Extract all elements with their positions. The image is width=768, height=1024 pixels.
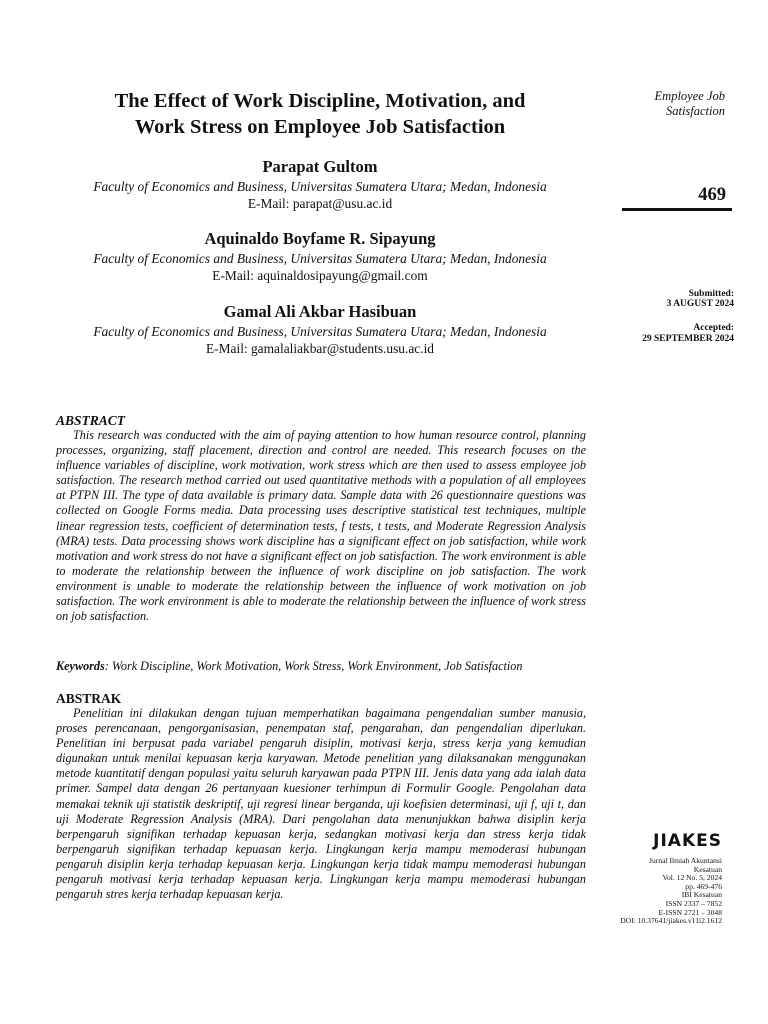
abstrak-heading: ABSTRAK bbox=[56, 691, 122, 706]
paper-title bbox=[60, 88, 580, 140]
keywords-line bbox=[56, 659, 586, 674]
author-affiliation: Faculty of Economics and Business, Universitas Sumatera Utara; Medan, Indonesia bbox=[93, 324, 547, 339]
abstract-english bbox=[56, 413, 586, 624]
journal-doi: DOI: 10.37641/jiakes.v11i2.1612 bbox=[620, 916, 722, 926]
paper-title-line-1: The Effect of Work Discipline, Motivation, and bbox=[114, 90, 526, 112]
paper-title-line-2: Work Stress on Employee Job Satisfaction bbox=[134, 116, 506, 138]
author-email: E-Mail: gamalaliakbar@students.usu.ac.id bbox=[205, 341, 434, 356]
abstrak-text: Penelitian ini dilakukan dengan tujuan memperhatikan bagaimana pengendalian sumber manusia, proses perencanaan, pengorganisasian, penempatan staf, pengarahan, dan pengendalian diperlukan. Penelitian ini berpusat pada variabel pengaruh disiplin, motivasi kerja, stress kerja yang kemudian digunakan untuk menilai kepuasan kerja karyawan. Metode penelitian yang dilaksanakan menggunakan metode kuantitatif dengan populasi yaitu seluruh karyawan pada PTPN III. Jenis data yang ada ialah data primer. Sampel data dengan 26 pertanyaan kuesioner terhimpun di Formulir Google. Pengolahan data memakai teknik uji statistik deskriptif, uji regresi linear berganda, uji koefisien determinasi, uji f, uji t, dan uji Moderate Regression Analysis (MRA). Dari pengolahan data menunjukkan bahwa disiplin kerja berpengaruh signifikan terhadap kepuasan kerja, sedangkan motivasi kerja dan stress kerja tidak berpengaruh signifikan terhadap kepuasan kerja. Lingkungan kerja mampu memoderasi hubungan pengaruh disiplin kerja terhadap kepuasan kerja. Lingkungan kerja tidak mampu memoderasi hubungan pengaruh motivasi kerja terhadap kepuasan kerja. Lingkungan kerja mampu memoderasi hubungan pengaruh stres kerja terhadap kepuasan kerja. bbox=[56, 706, 586, 902]
journal-issn: ISSN 2337 – 7852 bbox=[665, 898, 722, 908]
accepted-date: 29 SEPTEMBER 2024 bbox=[642, 334, 734, 344]
abstract-heading: ABSTRACT bbox=[56, 413, 126, 428]
author-block-2 bbox=[60, 229, 580, 284]
submitted-label: Submitted: bbox=[688, 289, 734, 299]
journal-meta bbox=[580, 857, 722, 926]
author-block-1 bbox=[60, 157, 580, 212]
author-affiliation: Faculty of Economics and Business, Universitas Sumatera Utara; Medan, Indonesia bbox=[93, 179, 547, 194]
submitted-date: 3 AUGUST 2024 bbox=[666, 299, 734, 309]
abstract-indonesian bbox=[56, 691, 586, 902]
abstract-text: This research was conducted with the aim of paying attention to how human resource control, planning processes, organizing, staff placement, direction and control are needed. This research focuses on the influence variables of discipline, work motivation, work stress which are then used to assess employee job satisfaction. The research method carried out used quantitative methods with a population of all employees at PTPN III. The type of data available is primary data. Sample data with 26 questionnaire questions was collected on Google Forms media. Data processing uses descriptive statistical test techniques, multiple linear regression tests, coefficient of determination tests, f tests, t tests, and Moderate Regression Analysis (MRA) tests. Data processing shows work discipline has a significant effect on job satisfaction, while work motivation and work stress do not have a significant effect on job satisfaction. The work environment is able to moderate the relationship between the influence of work discipline on job satisfaction. The work environment is unable to moderate the relationship between the influence of work motivation on job satisfaction. The work environment is able to moderate the relationship between the influence of work stress on job satisfaction. bbox=[56, 428, 586, 624]
journal-pages: pp. 469-476 bbox=[685, 881, 722, 891]
running-title bbox=[620, 89, 725, 119]
author-name: Parapat Gultom bbox=[262, 157, 378, 176]
accepted-label: Accepted: bbox=[693, 323, 734, 333]
journal-name-line-1: Jurnal Ilmiah Akuntansi bbox=[649, 856, 722, 865]
journal-volume: Vol. 12 No. 5, 2024 bbox=[662, 873, 722, 883]
author-affiliation: Faculty of Economics and Business, Universitas Sumatera Utara; Medan, Indonesia bbox=[93, 251, 547, 266]
author-block-3 bbox=[60, 302, 580, 357]
page-number-rule bbox=[622, 208, 732, 211]
journal-publisher: IBI Kesatuan bbox=[681, 890, 722, 900]
running-title-line-2: Satisfaction bbox=[665, 104, 725, 118]
author-email: E-Mail: aquinaldosipayung@gmail.com bbox=[212, 268, 428, 283]
page-number: 469 bbox=[698, 185, 726, 205]
keywords-text: : Work Discipline, Work Motivation, Work Stress, Work Environment, Job Satisfaction bbox=[104, 659, 523, 673]
journal-eissn: E-ISSN 2721 – 3048 bbox=[658, 907, 722, 917]
journal-logo: JIAKES bbox=[653, 831, 722, 851]
author-name: Aquinaldo Boyfame R. Sipayung bbox=[204, 229, 436, 248]
keywords-label: Keywords bbox=[56, 659, 105, 673]
author-name: Gamal Ali Akbar Hasibuan bbox=[223, 302, 417, 321]
author-email: E-Mail: parapat@usu.ac.id bbox=[247, 196, 393, 211]
running-title-line-1: Employee Job bbox=[654, 89, 725, 103]
journal-name-line-2: Kesatuan bbox=[693, 864, 722, 874]
